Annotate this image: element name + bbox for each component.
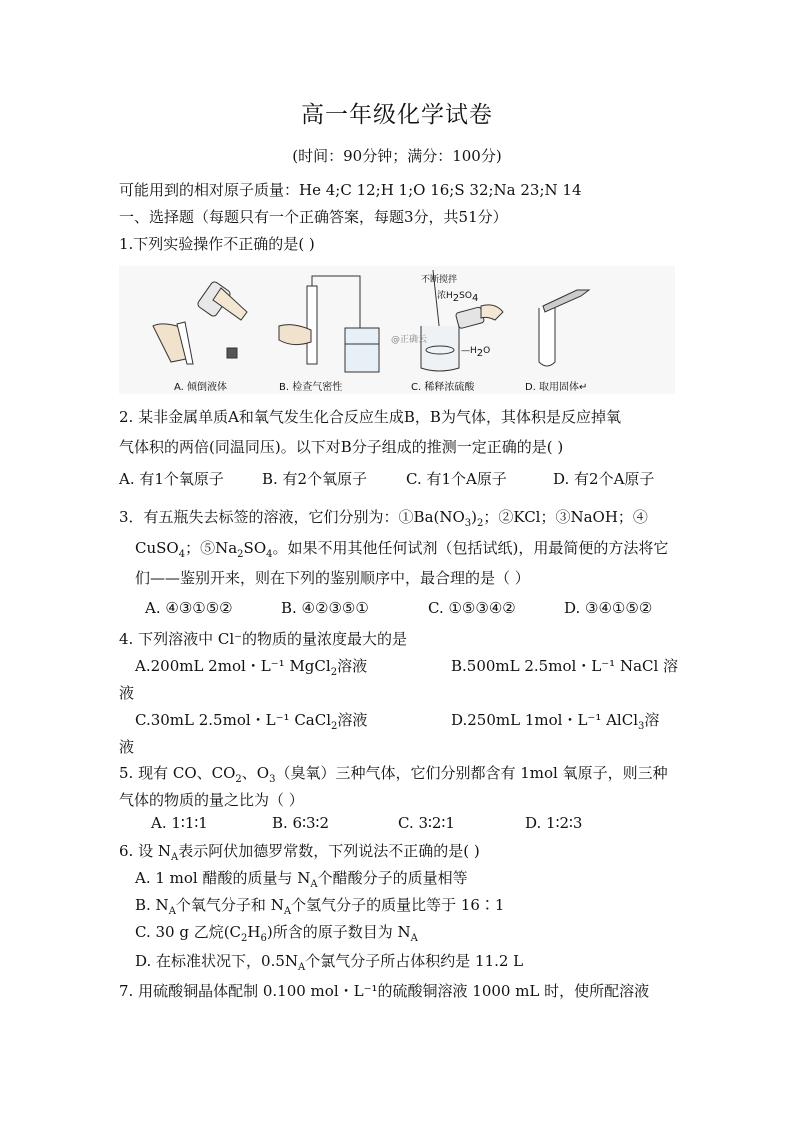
question-4-option-a: A.200mL 2mol・L⁻¹ MgCl$_2$溶液 xyxy=(135,657,368,678)
question-3-line-3: 们——鉴别开来，则在下列的鉴别顺序中，最合理的是（ ） xyxy=(135,569,530,587)
question-2-option-a: A. 有1个氧原子 xyxy=(119,470,224,488)
question-3-option-b: B. ④②③⑤① xyxy=(281,599,369,617)
lab-apparatus-illustration xyxy=(119,266,675,394)
caption-a: A. 倾倒液体 xyxy=(174,382,228,393)
section-heading: 一、选择题（每题只有一个正确答案，每题3分，共51分） xyxy=(119,208,508,226)
question-6-option-b: B. $N_A$个氧气分子和 $N_A$个氢气分子的质量比等于 16∶1 xyxy=(135,896,505,917)
question-2-option-c: C. 有1个A原子 xyxy=(406,470,507,488)
question-4-option-b: B.500mL 2.5mol・L⁻¹ NaCl 溶 xyxy=(451,657,679,675)
question-5-option-b: B. 6∶3∶2 xyxy=(272,814,329,832)
question-1-figure xyxy=(119,266,675,394)
label-concentrated-acid: 浓$H_2SO_4$ xyxy=(437,291,479,304)
caption-b: B. 检查气密性 xyxy=(279,382,343,393)
page-title: 高一年级化学试卷 xyxy=(301,102,493,128)
question-6-option-d: D. 在标准状况下，$0.5N_A$个氯气分子所占体积约是 11.2 L xyxy=(135,952,524,973)
caption-c: C. 稀释浓硫酸 xyxy=(411,382,475,393)
question-2-option-b: B. 有2个氧原子 xyxy=(262,470,368,488)
question-4-stem: 4. 下列溶液中 Cl⁻的物质的量浓度最大的是 xyxy=(119,630,408,648)
take-solid-drawing xyxy=(539,290,589,366)
question-2-line-2: 气体积的两倍(同温同压)。以下对B分子组成的推测一定正确的是( ) xyxy=(119,438,564,456)
airtightness-check-drawing xyxy=(279,276,379,372)
label-stir: 不断搅拌 xyxy=(421,275,458,285)
question-6-option-c: C. 30 g 乙烷$(C_2H_6)$所含的原子数目为 $N_A$ xyxy=(135,923,418,944)
exam-subtitle: (时间：90分钟；满分：100分) xyxy=(292,147,502,165)
caption-d: D. 取用固体↵ xyxy=(525,382,588,393)
question-4-option-c: C.30mL 2.5mol・L⁻¹ CaCl$_2$溶液 xyxy=(135,711,368,732)
question-6-option-a: A. 1 mol 醋酸的质量与 $N_A$个醋酸分子的质量相等 xyxy=(135,869,468,890)
question-2-line-1: 2. 某非金属单质A和氧气发生化合反应生成B，B为气体，其体积是反应掉氧 xyxy=(119,408,621,426)
question-3-line-1: 3．有五瓶失去标签的溶液，它们分别为：$①Ba(NO_3)_2$；②KCl；③NaOH；④ xyxy=(119,508,648,529)
question-3-option-c: C. ①⑤③④② xyxy=(428,599,516,617)
pouring-liquid-drawing xyxy=(153,280,247,364)
question-3-line-2: CuSO$_4$；$⑤Na_2SO_4$。如果不用其他任何试剂（包括试纸)，用最简便的方法将它 xyxy=(135,539,669,560)
question-5-line-2: 气体的物质的量之比为（ ） xyxy=(119,791,304,809)
question-4-option-b-wrap: 液 xyxy=(119,684,135,702)
question-3-option-d: D. ③④①⑤② xyxy=(564,599,653,617)
question-5-option-c: C. 3∶2∶1 xyxy=(398,814,455,832)
watermark: @正确云 xyxy=(391,335,428,345)
question-5-option-d: D. 1∶2∶3 xyxy=(525,814,583,832)
question-4-option-d-wrap: 液 xyxy=(119,738,135,756)
question-4-option-d: D.250mL 1mol・L⁻¹ AlCl$_3$溶 xyxy=(451,711,660,732)
question-1-stem: 1.下列实验操作不正确的是( ) xyxy=(119,235,315,253)
question-7-line-1: 7. 用硫酸铜晶体配制 0.100 mol・L⁻¹的硫酸铜溶液 1000 mL 时，使所配溶液 xyxy=(119,982,650,1000)
atomic-mass-line: 可能用到的相对原子质量：He 4;C 12;H 1;O 16;S 32;Na 23;N 14 xyxy=(119,181,582,199)
question-3-option-a: A. ④③①⑤② xyxy=(145,599,233,617)
question-2-option-d: D. 有2个A原子 xyxy=(553,470,655,488)
question-5-option-a: A. 1∶1∶1 xyxy=(151,814,208,832)
question-5-line-1: 5. 现有 CO、$CO_2$、$O_3$（臭氧）三种气体，它们分别都含有 1mol 氧原子，则三种 xyxy=(119,764,668,785)
label-water: $—H_2O$ xyxy=(461,346,491,359)
question-6-stem: 6. 设 $N_A$表示阿伏加德罗常数，下列说法不正确的是( ) xyxy=(119,842,480,863)
